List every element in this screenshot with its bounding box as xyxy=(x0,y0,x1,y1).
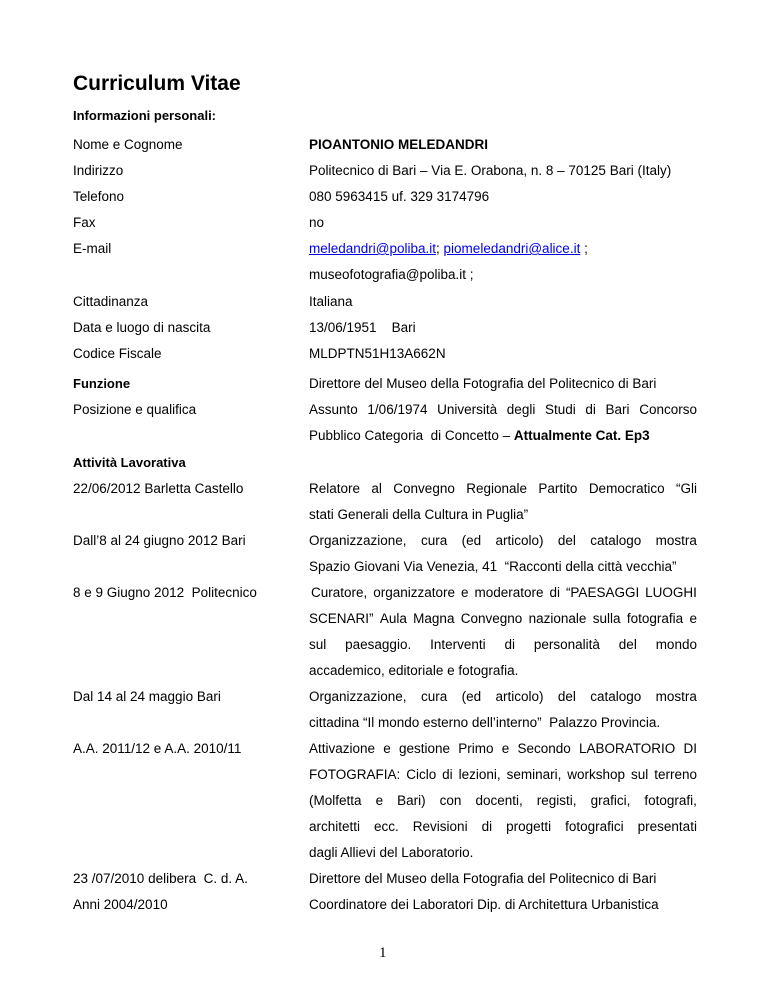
current-category: Attualmente Cat. Ep3 xyxy=(513,428,650,443)
work-entry-text: SCENARI” Aula Magna Convegno nazionale sulla fotografia e xyxy=(309,611,697,626)
address-value: Politecnico di Bari – Via E. Orabona, n. 8 – 70125 Bari (Italy) xyxy=(309,163,672,178)
fax-label: Fax xyxy=(73,215,96,230)
work-entry-label: 8 e 9 Giugno 2012 Politecnico xyxy=(73,585,257,600)
work-entry-label: Dall’8 al 24 giugno 2012 Bari xyxy=(73,533,246,548)
email-label: E-mail xyxy=(73,241,112,256)
work-entry-text: Coordinatore dei Laboratori Dip. di Architettura Urbanistica xyxy=(309,897,659,912)
fiscal-code-label: Codice Fiscale xyxy=(73,346,162,361)
birth-label: Data e luogo di nascita xyxy=(73,320,211,335)
function-value: Direttore del Museo della Fotografia del Politecnico di Bari xyxy=(309,376,657,391)
email-link-poliba[interactable]: meledandri@poliba.it xyxy=(309,241,437,256)
birth-value: 13/06/1951 Bari xyxy=(309,320,416,335)
work-entry-label: Dal 14 al 24 maggio Bari xyxy=(73,689,221,704)
function-label: Funzione xyxy=(73,376,131,391)
document-title: Curriculum Vitae xyxy=(73,72,241,95)
section-heading-personal: Informazioni personali: xyxy=(73,108,217,123)
email-link-alice[interactable]: piomeledandri@alice.it xyxy=(443,241,581,256)
phone-value: 080 5963415 uf. 329 3174796 xyxy=(309,189,490,204)
email-end: ; xyxy=(580,241,588,256)
work-entry-text: architetti ecc. Revisioni di progetti fotografici presentati xyxy=(309,819,697,834)
fax-value: no xyxy=(309,215,325,230)
position-line-2: Pubblico Categoria di Concetto – Attualmente Cat. Ep3 xyxy=(309,428,650,443)
work-entry-text: sul paesaggio. Interventi di personalità del mondo xyxy=(309,637,697,652)
work-entry-label: Anni 2004/2010 xyxy=(73,897,168,912)
fiscal-code-value: MLDPTN51H13A662N xyxy=(309,346,446,361)
work-entry-text: Organizzazione, cura (ed articolo) del catalogo mostra xyxy=(309,689,697,704)
page-number: 1 xyxy=(379,945,387,961)
name-label: Nome e Cognome xyxy=(73,137,183,152)
phone-label: Telefono xyxy=(73,189,125,204)
work-entry-text: dagli Allievi del Laboratorio. xyxy=(309,845,474,860)
work-entry-text: stati Generali della Cultura in Puglia” xyxy=(309,507,529,522)
work-entry-text: Attivazione e gestione Primo e Secondo LABORATORIO DI xyxy=(309,741,697,756)
section-heading-work: Attività Lavorativa xyxy=(73,455,186,470)
email-value-museo: museofotografia@poliba.it ; xyxy=(309,267,474,282)
address-label: Indirizzo xyxy=(73,163,124,178)
work-entry-label: 23 /07/2010 delibera C. d. A. xyxy=(73,871,248,886)
position-label: Posizione e qualifica xyxy=(73,402,197,417)
work-entry-text: Curatore, organizzatore e moderatore di “PAESAGGI LUOGHI xyxy=(311,585,697,600)
email-value xyxy=(309,241,697,256)
work-entry-label: 22/06/2012 Barletta Castello xyxy=(73,481,244,496)
position-line-1: Assunto 1/06/1974 Università degli Studi di Bari Concorso xyxy=(309,402,697,417)
work-entry-text: Spazio Giovani Via Venezia, 41 “Racconti della città vecchia” xyxy=(309,559,677,574)
work-entry-text: Relatore al Convegno Regionale Partito Democratico “Gli xyxy=(309,481,697,496)
email-separator: ; xyxy=(436,241,444,256)
work-entry-text: accademico, editoriale e fotografia. xyxy=(309,663,519,678)
work-entry-text: Direttore del Museo della Fotografia del Politecnico di Bari xyxy=(309,871,657,886)
work-entry-label: A.A. 2011/12 e A.A. 2010/11 xyxy=(73,741,242,756)
work-entry-text: cittadina “Il mondo esterno dell’interno” Palazzo Provincia. xyxy=(309,715,661,730)
citizenship-label: Cittadinanza xyxy=(73,294,149,309)
citizenship-value: Italiana xyxy=(309,294,353,309)
name-value: PIOANTONIO MELEDANDRI xyxy=(309,137,489,152)
work-entry-text: Organizzazione, cura (ed articolo) del catalogo mostra xyxy=(309,533,697,548)
work-entry-text: FOTOGRAFIA: Ciclo di lezioni, seminari, workshop sul terreno xyxy=(309,767,697,782)
work-entry-text: (Molfetta e Bari) con docenti, registi, grafici, fotografi, xyxy=(309,793,697,808)
